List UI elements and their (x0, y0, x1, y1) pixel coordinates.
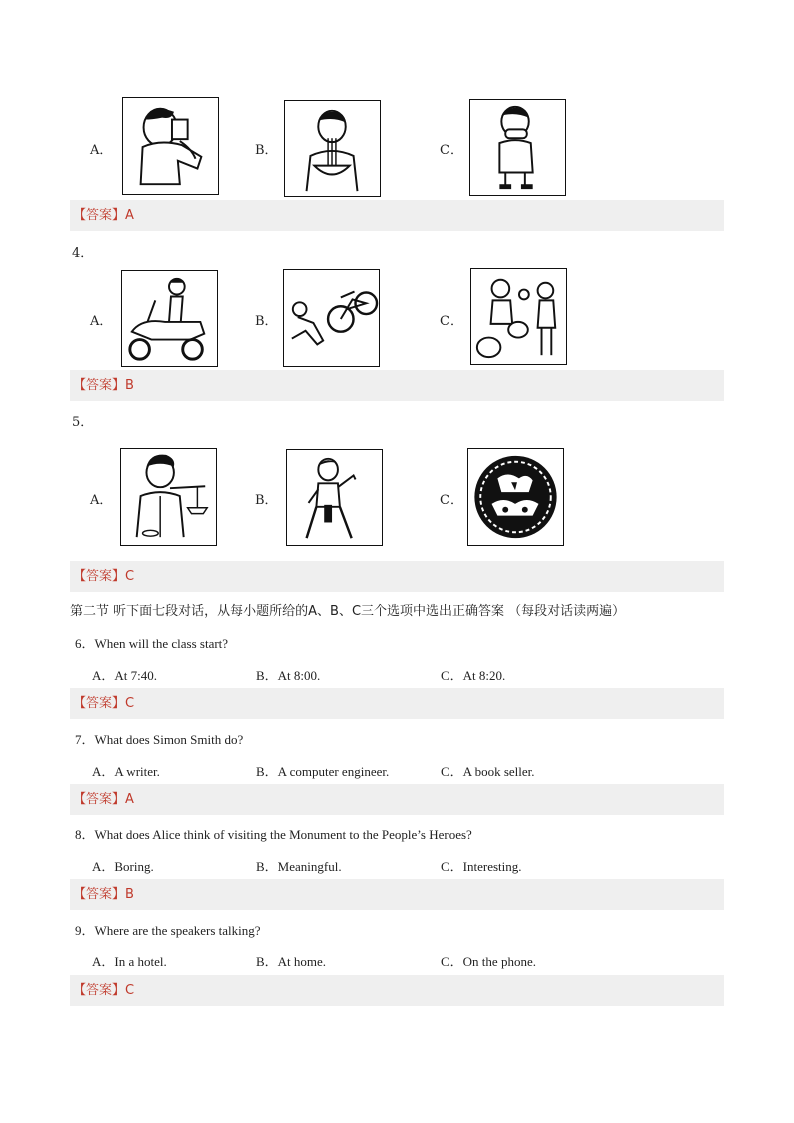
q8-option-c: C．Interesting. (441, 859, 522, 874)
q8-option-b: B．Meaningful. (256, 859, 342, 874)
q7-answer: 【答案】A (70, 784, 724, 815)
q6-option-a: A．At 7:40. (92, 668, 158, 683)
q9-option-c: C．On the phone. (441, 954, 536, 969)
q7-question: 7．What does Simon Smith do? (75, 732, 244, 747)
q3-option-b-label: B． (255, 143, 278, 158)
man-with-steelyard-icon (121, 449, 216, 545)
q6-question: 6．When will the class start? (75, 636, 229, 651)
q9-question: 9．Where are the speakers talking? (75, 923, 261, 938)
boy-drinking-icon (123, 98, 218, 194)
q6-option-b: B．At 8:00. (256, 668, 321, 683)
q3-picture-b-eating-noodles (284, 100, 381, 197)
q5-option-b-label: B． (255, 493, 278, 508)
q3-answer: 【答案】A (70, 200, 724, 231)
boy-eating-burger-icon (470, 100, 565, 195)
two-people-with-helmets-icon (471, 269, 566, 364)
q8-answer: 【答案】B (70, 879, 724, 910)
section-2-instructions: 第二节 听下面七段对话，从每小题所给的A、B、C三个选项中选出正确答案 （每段对话读两遍） (70, 604, 626, 619)
q6-option-c: C．At 8:20. (441, 668, 506, 683)
q8-option-a: A．Boring. (92, 859, 154, 874)
paper-cutting-icon (468, 449, 563, 545)
q4-option-a-label: A． (90, 314, 113, 329)
q6-answer: 【答案】C (70, 688, 724, 719)
fallen-cyclist-icon (284, 270, 379, 366)
q4-answer: 【答案】B (70, 370, 724, 401)
q3-option-c-label: C． (440, 143, 463, 158)
boy-eating-noodles-icon (285, 101, 380, 196)
person-on-scooter-icon (122, 271, 217, 366)
q7-option-b: B．A computer engineer. (256, 764, 390, 779)
q4-option-c-label: C． (440, 314, 463, 329)
q9-option-b: B．At home. (256, 954, 327, 969)
q5-picture-c-paper-cutting (467, 448, 564, 546)
q4-number: 4． (72, 246, 94, 261)
q4-picture-b-bike-fall (283, 269, 380, 367)
q4-option-b-label: B． (255, 314, 278, 329)
q4-picture-a-scooter (121, 270, 218, 367)
q5-option-a-label: A． (90, 493, 113, 508)
q3-picture-c-eating-burger (469, 99, 566, 196)
q5-answer: 【答案】C (70, 561, 724, 592)
q4-picture-c-helmet-talk (470, 268, 567, 365)
q5-option-c-label: C． (440, 493, 463, 508)
q5-number: 5． (72, 415, 94, 430)
q3-picture-a-drinking-boy (122, 97, 219, 195)
q5-picture-b-kungfu (286, 449, 383, 546)
q7-option-c: C．A book seller. (441, 764, 535, 779)
q5-picture-a-scale-man (120, 448, 217, 546)
q9-answer: 【答案】C (70, 975, 724, 1006)
q3-option-a-label: A． (90, 143, 113, 158)
q7-option-a: A．A writer. (92, 764, 160, 779)
kung-fu-boy-icon (287, 450, 382, 545)
q9-option-a: A．In a hotel. (92, 954, 167, 969)
q8-question: 8．What does Alice think of visiting the Monument to the People’s Heroes? (75, 827, 472, 842)
